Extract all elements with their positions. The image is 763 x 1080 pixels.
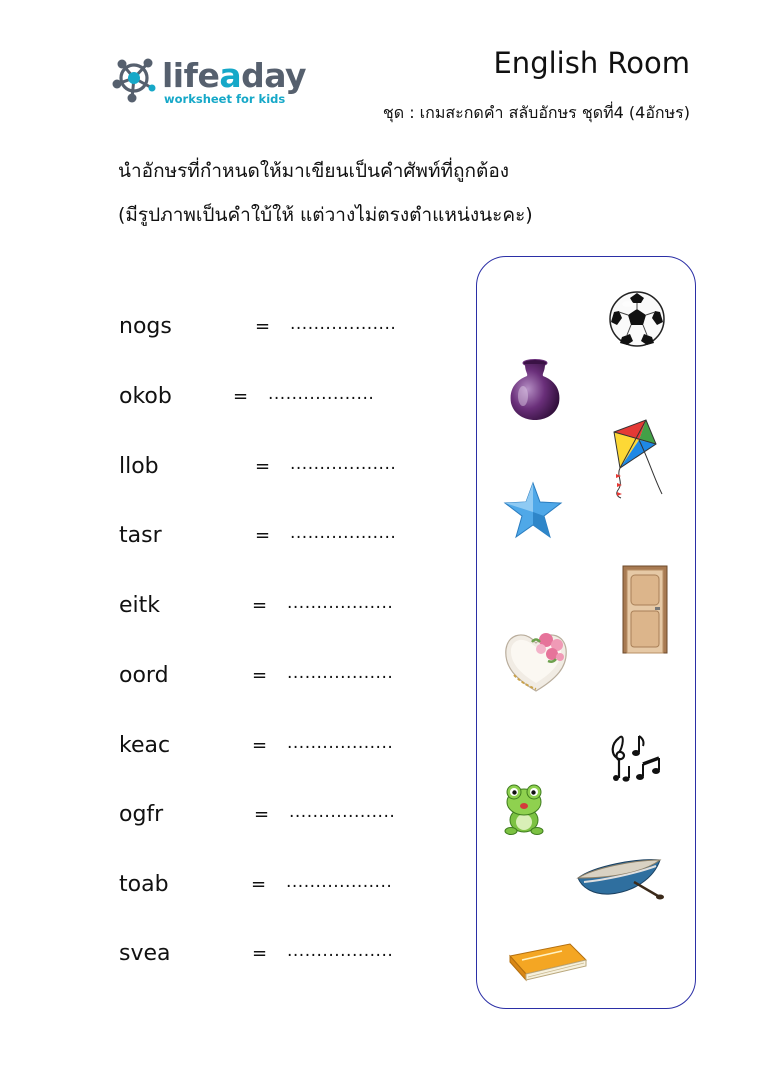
- molecule-icon: [112, 54, 160, 106]
- word-row: [0, 523, 470, 553]
- answer-blank[interactable]: ..................: [290, 454, 397, 474]
- answer-blank[interactable]: ..................: [289, 802, 396, 822]
- equals-sign: =: [252, 665, 268, 686]
- scrambled-word: svea: [119, 941, 171, 966]
- word-row: [0, 663, 470, 693]
- answer-blank[interactable]: ..................: [286, 872, 393, 892]
- instruction-line-1: นำอักษรที่กำหนดให้มาเขียนเป็นคำศัพท์ที่ถูกต้อง: [118, 160, 510, 182]
- answer-blank[interactable]: ..................: [268, 384, 375, 404]
- star-icon: [503, 481, 563, 541]
- word-row: [0, 454, 470, 484]
- page-title: English Room: [493, 46, 690, 80]
- scrambled-word: llob: [119, 454, 159, 479]
- answer-blank[interactable]: ..................: [287, 593, 394, 613]
- equals-sign: =: [251, 874, 267, 895]
- scrambled-word: ogfr: [119, 802, 164, 827]
- equals-sign: =: [252, 943, 268, 964]
- logo-wordmark: lifeaday: [162, 56, 307, 95]
- scrambled-word: keac: [119, 733, 171, 758]
- equals-sign: =: [252, 595, 268, 616]
- scrambled-word: tasr: [119, 523, 162, 548]
- door-icon: [622, 565, 668, 654]
- equals-sign: =: [255, 525, 271, 546]
- boat-icon: [574, 852, 666, 904]
- logo-tagline: worksheet for kids: [164, 92, 286, 106]
- scrambled-word: oord: [119, 663, 169, 688]
- book-icon: [508, 940, 588, 982]
- answer-blank[interactable]: ..................: [287, 941, 394, 961]
- word-row: [0, 802, 470, 832]
- music-notes-icon: [605, 730, 663, 786]
- worksheet-subtitle: ชุด : เกมสะกดคำ สลับอักษร ชุดที่4 (4อักษร): [382, 103, 690, 122]
- scrambled-word: eitk: [119, 593, 161, 618]
- instruction-line-2: (มีรูปภาพเป็นคำใบ้ให้ แต่วางไม่ตรงตำแหน่งนะคะ): [118, 204, 533, 226]
- equals-sign: =: [252, 735, 268, 756]
- word-row: [0, 314, 470, 344]
- scrambled-word: toab: [119, 872, 169, 897]
- word-row: [0, 872, 470, 902]
- scrambled-word: okob: [119, 384, 172, 409]
- vase-icon: [506, 358, 564, 422]
- equals-sign: =: [254, 804, 270, 825]
- soccer-ball-icon: [608, 290, 666, 348]
- scrambled-word: nogs: [119, 314, 172, 339]
- cake-icon: [502, 627, 570, 693]
- kite-icon: [606, 418, 664, 500]
- word-row: [0, 733, 470, 763]
- equals-sign: =: [233, 386, 249, 407]
- word-row: [0, 941, 470, 971]
- answer-blank[interactable]: ..................: [290, 314, 397, 334]
- lifeaday-logo: [112, 54, 307, 110]
- equals-sign: =: [255, 456, 271, 477]
- equals-sign: =: [255, 316, 271, 337]
- answer-blank[interactable]: ..................: [287, 663, 394, 683]
- word-row: [0, 384, 470, 414]
- answer-blank[interactable]: ..................: [287, 733, 394, 753]
- word-row: [0, 593, 470, 623]
- answer-blank[interactable]: ..................: [290, 523, 397, 543]
- frog-icon: [502, 782, 546, 836]
